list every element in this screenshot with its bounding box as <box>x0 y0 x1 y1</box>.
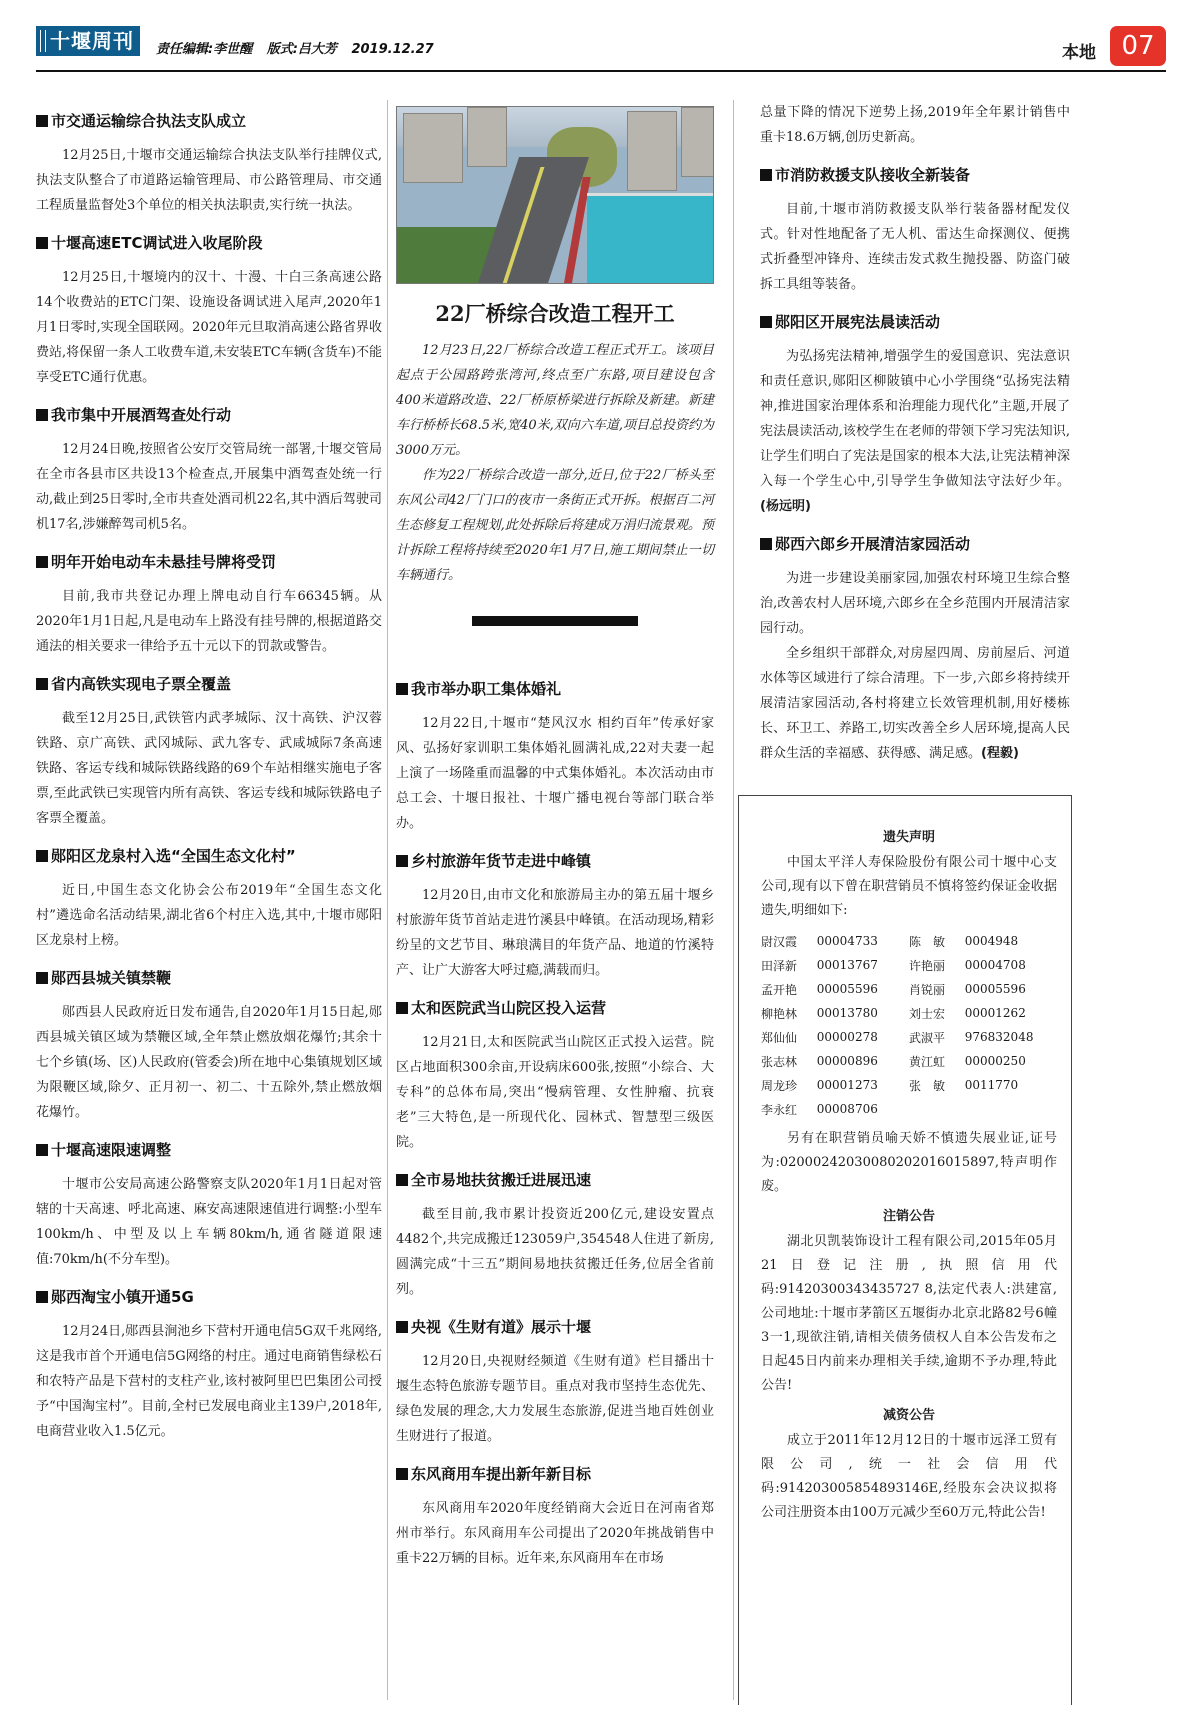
news-headline: 市消防救援支队接收全新装备 <box>760 164 1070 185</box>
column-divider <box>387 100 388 1700</box>
news-body: 目前,我市共登记办理上牌电动自行车66345辆。从2020年1月1日起,凡是电动车上路没有挂号牌的,根据道路交通法的相关要求一律给予五十元以下的罚款或警告。 <box>36 589 382 654</box>
news-item <box>396 850 714 983</box>
agent-name: 刘士宏 <box>908 1006 945 1021</box>
receipt-number: 00000278 <box>816 1030 878 1044</box>
news-headline: 东风商用车提出新年新目标 <box>396 1463 714 1484</box>
agent-name <box>909 1097 965 1121</box>
receipt-number: 0004948 <box>964 934 1019 948</box>
page-number: 07 <box>1110 26 1166 66</box>
news-body: 12月25日,十堰境内的汉十、十漫、十白三条高速公路14个收费站的ETC门架、设施设备调试进入尾声,2020年1月1日零时,实现全国联网。2020年元旦取消高速公路省界收费站,将保留一条人工收费车道,未安装ETC车辆(含货车)不能享受ETC通行优惠。 <box>36 270 382 385</box>
agent-name: 柳艳林 <box>761 1006 798 1021</box>
table-row <box>761 1001 1057 1025</box>
news-body: 12月24日晚,按照省公安厅交管局统一部署,十堰交管局在全市各县市区共设13个检查点,开展集中酒驾查处统一行动,截止到25日零时,全市共查处酒司机22名,其中酒后驾驶司机17名,涉嫌醉驾司机5名。 <box>36 442 382 532</box>
news-headline: 我市举办职工集体婚礼 <box>396 678 714 699</box>
news-body: 全乡组织干部群众,对房屋四周、房前屋后、河道水体等区域进行了综合清理。下一步,六郎乡将持续开展清洁家园活动,各村将建立长效管理机制,用好楼栋长、环卫工、养路工,切实改善全乡人居环境,提高人民群众生活的幸福感、获得感、满足感。(程毅) <box>760 646 1070 761</box>
news-body: 12月20日,央视财经频道《生财有道》栏目播出十堰生态特色旅游专题节目。重点对我市坚持生态优先、绿色发展的理念,大力发展生态旅游,促进当地百姓创业生财进行了报道。 <box>396 1354 714 1444</box>
news-item <box>36 967 382 1125</box>
reduce-notice-text: 成立于2011年12月12日的十堰市远泽工贸有限公司,统一社会信用代码:914203005854893146E,经股东会决议拟将公司注册资本由100万元减少至60万元,特此公告! <box>761 1433 1057 1520</box>
square-bullet-icon <box>36 237 48 249</box>
news-body: 近日,中国生态文化协会公布2019年“全国生态文化村”遴选命名活动结果,湖北省6个村庄入选,其中,十堰市郧阳区龙泉村上榜。 <box>36 883 382 948</box>
aerial-photo <box>396 106 714 284</box>
news-body: 12月22日,十堰市“楚风汉水 相约百年”传承好家风、弘扬好家训职工集体婚礼圆满礼成,22对夫妻一起上演了一场隆重而温馨的中式集体婚礼。本次活动由市总工会、十堰日报社、十堰广播电视台等部门联合举办。 <box>396 716 714 831</box>
agent-name: 张志林 <box>761 1054 798 1069</box>
news-headline: 郧西淘宝小镇开通5G <box>36 1286 382 1307</box>
news-item <box>36 404 382 537</box>
agent-name: 周龙珍 <box>761 1078 798 1093</box>
receipt-number: 00001262 <box>964 1006 1026 1020</box>
news-headline: 郧西六郎乡开展清洁家园活动 <box>760 533 1070 554</box>
feature-headline: 22厂桥综合改造工程开工 <box>435 301 675 326</box>
agent-name: 肖锐丽 <box>908 982 945 997</box>
receipt-number <box>965 1097 1057 1121</box>
lost-notice-title: 遗失声明 <box>882 830 935 845</box>
receipt-number: 00005596 <box>964 982 1026 996</box>
column-left <box>36 110 382 1458</box>
agent-name: 尉汉霞 <box>761 934 798 949</box>
news-item <box>36 673 382 831</box>
news-body: 截至12月25日,武铁管内武孝城际、汉十高铁、沪汉蓉铁路、京广高铁、武冈城际、武九客专、武咸城际7条高速铁路、客运专线和城际铁路线路的69个车站相继实施电子客票,至此武铁已实现管内所有高铁、客运专线和城际铁路电子客票全覆盖。 <box>36 711 382 826</box>
receipt-number: 00000896 <box>816 1054 878 1068</box>
receipt-number: 00013780 <box>816 1006 878 1020</box>
table-row <box>761 929 1057 953</box>
news-body: 截至目前,我市累计投资近200亿元,建设安置点4482个,共完成搬迁123059户,354548人住进了新房,圆满完成“十三五”期间易地扶贫搬迁任务,位居全省前列。 <box>396 1207 714 1297</box>
news-body: 郧西县人民政府近日发布通告,自2020年1月15日起,郧西县城关镇区域为禁鞭区域,全年禁止燃放烟花爆竹;其余十七个乡镇(场、区)人民政府(管委会)所在地中心集镇规划区域为限鞭区域,除夕、正月初一、初二、十五除外,禁止燃放烟花爆竹。 <box>36 1005 382 1120</box>
square-bullet-icon <box>760 538 772 550</box>
notice-box <box>738 795 1072 1705</box>
square-bullet-icon <box>36 972 48 984</box>
news-item <box>760 311 1070 519</box>
reduce-notice-title: 减资公告 <box>882 1408 935 1423</box>
receipt-number: 00005596 <box>816 982 878 996</box>
square-bullet-icon <box>36 409 48 421</box>
news-item <box>36 110 382 218</box>
receipt-number: 00008706 <box>816 1102 878 1116</box>
column-divider <box>733 100 734 1700</box>
column-right <box>760 100 1070 780</box>
news-headline: 央视《生财有道》展示十堰 <box>396 1316 714 1337</box>
news-item <box>760 533 1070 766</box>
table-row <box>761 977 1057 1001</box>
square-bullet-icon <box>396 1468 408 1480</box>
agent-name: 陈 敏 <box>908 934 945 949</box>
cancel-notice-title: 注销公告 <box>882 1209 935 1224</box>
agent-name: 李永红 <box>761 1102 798 1117</box>
receipt-number: 00001273 <box>816 1078 878 1092</box>
news-body: 目前,十堰市消防救援支队举行装备器材配发仪式。针对性地配备了无人机、雷达生命探测仪、便携式折叠型冲锋舟、连续击发式救生抛投器、防盗门破拆工具组等装备。 <box>760 202 1070 292</box>
receipt-number: 00000250 <box>964 1054 1026 1068</box>
square-bullet-icon <box>36 850 48 862</box>
receipt-number: 00013767 <box>816 958 878 972</box>
receipt-number: 976832048 <box>964 1030 1034 1044</box>
news-headline: 我市集中开展酒驾查处行动 <box>36 404 382 425</box>
news-item <box>396 1169 714 1302</box>
square-bullet-icon <box>396 855 408 867</box>
table-row <box>761 1025 1057 1049</box>
receipt-number: 00004733 <box>816 934 878 948</box>
issue-date: 2019.12.27 <box>351 42 434 57</box>
agent-name: 张 敏 <box>908 1078 945 1093</box>
editor-name: 责任编辑:李世醒 <box>156 42 253 57</box>
news-body: 12月24日,郧西县涧池乡下营村开通电信5G双千兆网络,这是我市首个开通电信5G网络的村庄。通过电商销售绿松石和农特产品是下营村的支柱产业,该村被阿里巴巴集团公司授予“中国淘宝村”。目前,全村已发展电商业主139户,2018年,电商营业收入1.5亿元。 <box>36 1324 383 1439</box>
masthead <box>36 26 1166 66</box>
layout-name: 版式:吕大芳 <box>266 42 337 57</box>
square-bullet-icon <box>36 1291 48 1303</box>
square-bullet-icon <box>396 1321 408 1333</box>
section-name: 本地 <box>1062 43 1096 63</box>
news-item <box>396 997 714 1155</box>
table-row <box>761 1097 1057 1121</box>
byline: (程毅) <box>981 746 1019 761</box>
agent-name: 孟开艳 <box>761 982 798 997</box>
news-body: 东风商用车2020年度经销商大会近日在河南省郑州市举行。东风商用车公司提出了2020年挑战销售中重卡22万辆的目标。近年来,东风商用车在市场 <box>396 1501 714 1566</box>
lost-notice-extra: 另有在职营销员喻天娇不慎遗失展业证,证号为:02000242030080202016015897,特声明作废。 <box>761 1131 1057 1194</box>
table-row <box>761 953 1057 977</box>
news-item <box>36 1286 382 1444</box>
table-row <box>761 1073 1057 1097</box>
news-headline: 十堰高速ETC调试进入收尾阶段 <box>36 232 382 253</box>
news-body: 为弘扬宪法精神,增强学生的爱国意识、宪法意识和责任意识,郧阳区柳陂镇中心小学围绕“弘扬宪法精神,推进国家治理体系和治理能力现代化”主题,开展了宪法晨读活动,该校学生在老师的带领下学习宪法知识,让学生们明白了宪法是国家的根本大法,让宪法精神深入每一个学生心中,引导学生争做知法守法好少年。 (杨远明) <box>760 349 1070 514</box>
square-bullet-icon <box>36 115 48 127</box>
feature-body: 12月23日,22厂桥综合改造工程正式开工。该项目起点于公园路跨张湾河,终点至广东路,项目建设包含400米道路改造、22厂桥原桥梁进行拆除及新建。新建车行桥桥长68.5米,宽40米,双向六车道,项目总投资约为3000万元。 <box>396 343 714 458</box>
news-item <box>396 678 714 836</box>
news-item <box>36 1139 382 1272</box>
square-bullet-icon <box>396 1174 408 1186</box>
divider-bar <box>472 616 638 626</box>
lost-receipts-table <box>761 929 1057 1121</box>
news-headline: 郧阳区龙泉村入选“全国生态文化村” <box>36 845 382 866</box>
agent-name: 郑仙仙 <box>761 1030 798 1045</box>
news-body: 12月25日,十堰市交通运输综合执法支队举行挂牌仪式,执法支队整合了市道路运输管理局、市公路管理局、市交通工程质量监督处3个单位的相关执法职责,实行统一执法。 <box>36 148 382 213</box>
news-headline: 全市易地扶贫搬迁进展迅速 <box>396 1169 714 1190</box>
news-body: 12月20日,由市文化和旅游局主办的第五届十堰乡村旅游年货节首站走进竹溪县中峰镇。在活动现场,精彩纷呈的文艺节目、琳琅满目的年货产品、地道的竹溪特产、让广大游客大呼过瘾,满载而归。 <box>396 888 714 978</box>
square-bullet-icon <box>36 1144 48 1156</box>
column-middle <box>396 106 714 1585</box>
receipt-number: 00004708 <box>964 958 1026 972</box>
agent-name: 许艳丽 <box>908 958 945 973</box>
news-item <box>36 551 382 659</box>
publication-logo: 十堰周刊 <box>36 26 140 56</box>
square-bullet-icon <box>396 683 408 695</box>
news-item <box>760 164 1070 297</box>
news-headline: 省内高铁实现电子票全覆盖 <box>36 673 382 694</box>
news-headline: 乡村旅游年货节走进中峰镇 <box>396 850 714 871</box>
square-bullet-icon <box>760 169 772 181</box>
news-headline: 明年开始电动车未悬挂号牌将受罚 <box>36 551 382 572</box>
news-body: 为进一步建设美丽家园,加强农村环境卫生综合整治,改善农村人居环境,六郎乡在全乡范围内开展清洁家园行动。 <box>760 571 1070 636</box>
masthead-rule <box>36 70 1166 72</box>
agent-name: 田泽新 <box>761 958 798 973</box>
agent-name: 黄江虹 <box>908 1054 945 1069</box>
square-bullet-icon <box>36 678 48 690</box>
square-bullet-icon <box>760 316 772 328</box>
news-item <box>36 845 382 953</box>
editor-credits <box>156 38 444 57</box>
news-body: 十堰市公安局高速公路警察支队2020年1月1日起对管辖的十天高速、呼北高速、麻安高速限速值进行调整:小型车100km/h、中型及以上车辆80km/h,通省隧道限速值:70km/h(不分车型)。 <box>36 1177 382 1267</box>
cancel-notice-text: 湖北贝凯装饰设计工程有限公司,2015年05月21日登记注册,执照信用代码:91420300343435727 8,法定代表人:洪建富,公司地址:十堰市茅箭区五堰街办北京北路82号6幢3一1,现欲注销,请相关债务债权人自本公告发布之日起45日内前来办理相关手续,逾期不予办理,特此公告! <box>761 1234 1057 1393</box>
lost-notice-intro: 中国太平洋人寿保险股份有限公司十堰中心支公司,现有以下曾在职营销员不慎将签约保证金收据遗失,明细如下: <box>761 855 1057 918</box>
news-headline: 郧阳区开展宪法晨读活动 <box>760 311 1070 332</box>
agent-name: 武淑平 <box>908 1030 945 1045</box>
news-item <box>396 1463 714 1571</box>
feature-body: 作为22厂桥综合改造一部分,近日,位于22厂桥头至东风公司42厂门口的夜市一条街正式开拆。根据百二河生态修复工程规划,此处拆除后将建成万涓归流景观。预计拆除工程将持续至2020年1月7日,施工期间禁止一切车辆通行。 <box>396 468 714 583</box>
news-headline: 市交通运输综合执法支队成立 <box>36 110 382 131</box>
news-headline: 太和医院武当山院区投入运营 <box>396 997 714 1018</box>
news-headline: 郧西县城关镇禁鞭 <box>36 967 382 988</box>
table-row <box>761 1049 1057 1073</box>
news-headline: 十堰高速限速调整 <box>36 1139 382 1160</box>
square-bullet-icon <box>396 1002 408 1014</box>
byline: (杨远明) <box>760 499 811 514</box>
news-item <box>396 1316 714 1449</box>
receipt-number: 0011770 <box>964 1078 1019 1092</box>
news-item <box>36 232 382 390</box>
square-bullet-icon <box>36 556 48 568</box>
news-body-continued: 总量下降的情况下逆势上扬,2019年全年累计销售中重卡18.6万辆,创历史新高。 <box>760 105 1070 145</box>
news-body: 12月21日,太和医院武当山院区正式投入运营。院区占地面积300余亩,开设病床600张,按照“小综合、大专科”的总体布局,突出“慢病管理、女性肿瘤、抗衰老”三大特色,是一所现代化、园林式、智慧型三级医院。 <box>396 1035 714 1150</box>
